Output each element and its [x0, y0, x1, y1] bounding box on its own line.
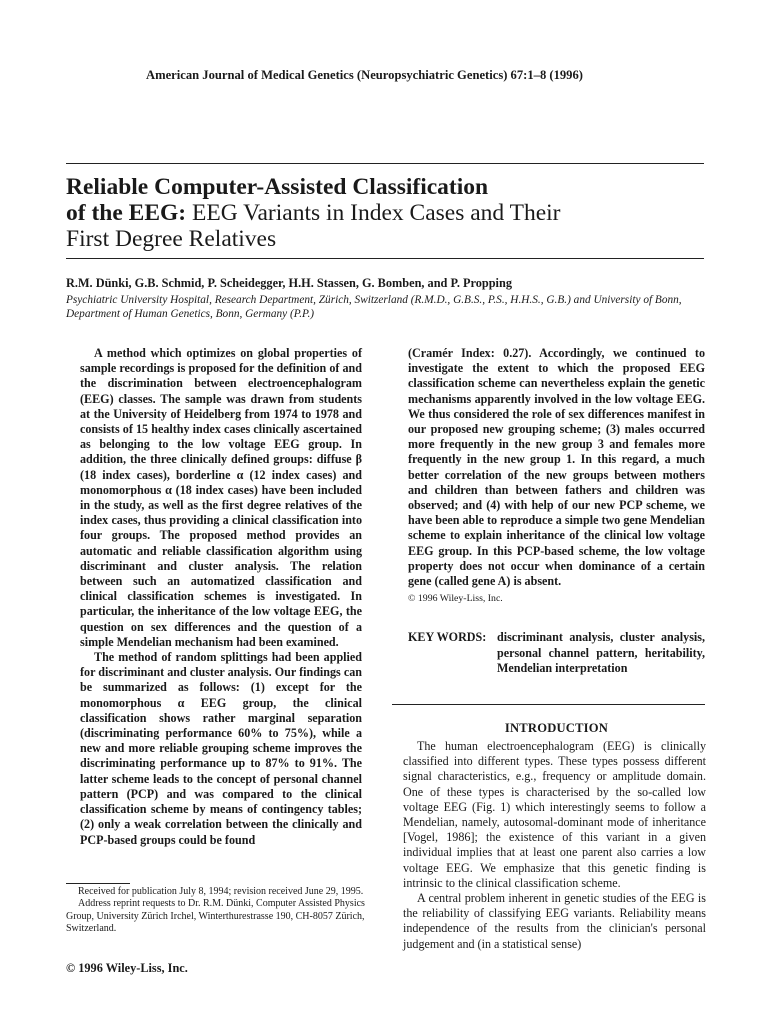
title-line-1: Reliable Computer-Assisted Classification [66, 174, 489, 200]
abstract-right-column [408, 346, 705, 606]
introduction-paragraph-1: The human electroencephalogram (EEG) is clinically classified into different types. These types possess different signal characteristics, e.g., frequency or amplitude domain. One of these types is characterised by the so-called low voltage EEG (Fig. 1) which interestingly seems to follow a Mendelian, namely, autosomal-dominant mode of inheritance [Vogel, 1986]; the existence of this variant in a given individual implies that at least one parent also carries a low voltage EEG. We emphasize that this genetic finding is intrinsic to the clinical classification scheme. [403, 739, 706, 890]
abstract-paragraph-3: (Cramér Index: 0.27). Accordingly, we continued to investigate the extent to which the proposed EEG classification scheme can nevertheless explain the genetic mechanisms apparently involved in the low voltage EEG. We thus considered the role of sex differences manifest in our proposed new grouping scheme; (3) males occurred more frequently in the new group 3 and females more frequently in the new group 1. In this regard, a much better correlation of the new groups between mothers and children than between fathers and children was observed; and (4) with help of our new PCP scheme, we have been able to reproduce a simple two gene Mendelian scheme to explain inheritance of the clinical low voltage EEG group. In this PCP-based scheme, the low voltage property does not occur when dominance of a certain gene (called gene A) is absent. [408, 346, 705, 589]
keywords-text: discriminant analysis, cluster analysis, personal channel pattern, heritability, Mendelian interpretation [497, 630, 705, 675]
title-line-2 [66, 200, 706, 226]
introduction-body [403, 739, 706, 952]
introduction-heading: INTRODUCTION [504, 721, 609, 735]
top-rule [66, 163, 704, 164]
article-title [66, 174, 706, 252]
introduction-paragraph-2: A central problem inherent in genetic studies of the EEG is the reliability of classifying EEG variants. Reliability means independence of the results from the clinician's personal judgement and (in a statistical sense) [403, 891, 706, 951]
affiliation: Psychiatric University Hospital, Research Department, Zürich, Switzerland (R.M.D., G.B.S., P.S., H.H.S., G.B.) and University of Bonn, Department of Human Genetics, Bonn, Germany (P.P.) [66, 294, 682, 320]
title-rule [66, 258, 704, 259]
author-list: R.M. Dünki, G.B. Schmid, P. Scheidegger, H.H. Stassen, G. Bomben, and P. Propping [66, 276, 512, 290]
abstract-paragraph-1: A method which optimizes on global properties of sample recordings is proposed for the definition of and the discrimination between electroencephalogram (EEG) classes. The sample was drawn from students at the University of Heidelberg from 1974 to 1978 and consists of 15 healthy index cases clinically ascertained as belonging to the low voltage EEG group. In addition, the three clinically defined groups: diffuse β (18 index cases), borderline α (12 index cases) and monomorphous α (18 index cases) have been included in the study, as well as the first degree relatives of the index cases, thus providing a clinical classification into four groups. The proposed method provides an automatic and reliable classification algorithm using discriminant and cluster analysis. The relation between such an automatized classification and clinical classification schemes is investigated. In particular, the inheritance of the low voltage EEG, the question on sex differences and the question of a simple Mendelian mechanism had been examined. [80, 346, 362, 649]
title-line-3: First Degree Relatives [66, 226, 277, 252]
page-copyright: © 1996 Wiley-Liss, Inc. [66, 961, 188, 975]
title-line-2-bold: of the EEG: [66, 200, 187, 226]
footnote-reprint: Address reprint requests to Dr. R.M. Dünki, Computer Assisted Physics Group, University Zürich Irchel, Winterthurestrasse 190, CH-8057 Zürich, Switzerland. [66, 898, 365, 935]
footnotes [66, 886, 384, 936]
keywords-rule [392, 704, 705, 705]
abstract-copyright: © 1996 Wiley-Liss, Inc. [408, 593, 503, 605]
keywords-label: KEY WORDS: [408, 630, 487, 644]
keywords-block [408, 630, 705, 677]
footnote-rule [66, 883, 130, 884]
journal-header: American Journal of Medical Genetics (Neuropsychiatric Genetics) 67:1–8 (1996) [146, 68, 583, 82]
abstract-paragraph-2: The method of random splittings had been applied for discriminant and cluster analysis. Our findings can be summarized as follows: (1) except for the monomorphous α EEG group, the clinical classification shows rather marginal separation (discriminating performance 60% to 75%), while a new and more reliable grouping scheme improves the discriminating performance up to 87% to 91%. The latter scheme leads to the concept of personal channel pattern (PCP) and was compared to the clinical classification scheme by means of contingency tables; (2) only a weak correlation between the clinically and PCP-based groups could be found [80, 650, 362, 847]
footnote-received: Received for publication July 8, 1994; revision received June 29, 1995. [78, 886, 364, 897]
abstract-left-column [80, 346, 362, 848]
title-line-2-rest: EEG Variants in Index Cases and Their [186, 200, 561, 226]
